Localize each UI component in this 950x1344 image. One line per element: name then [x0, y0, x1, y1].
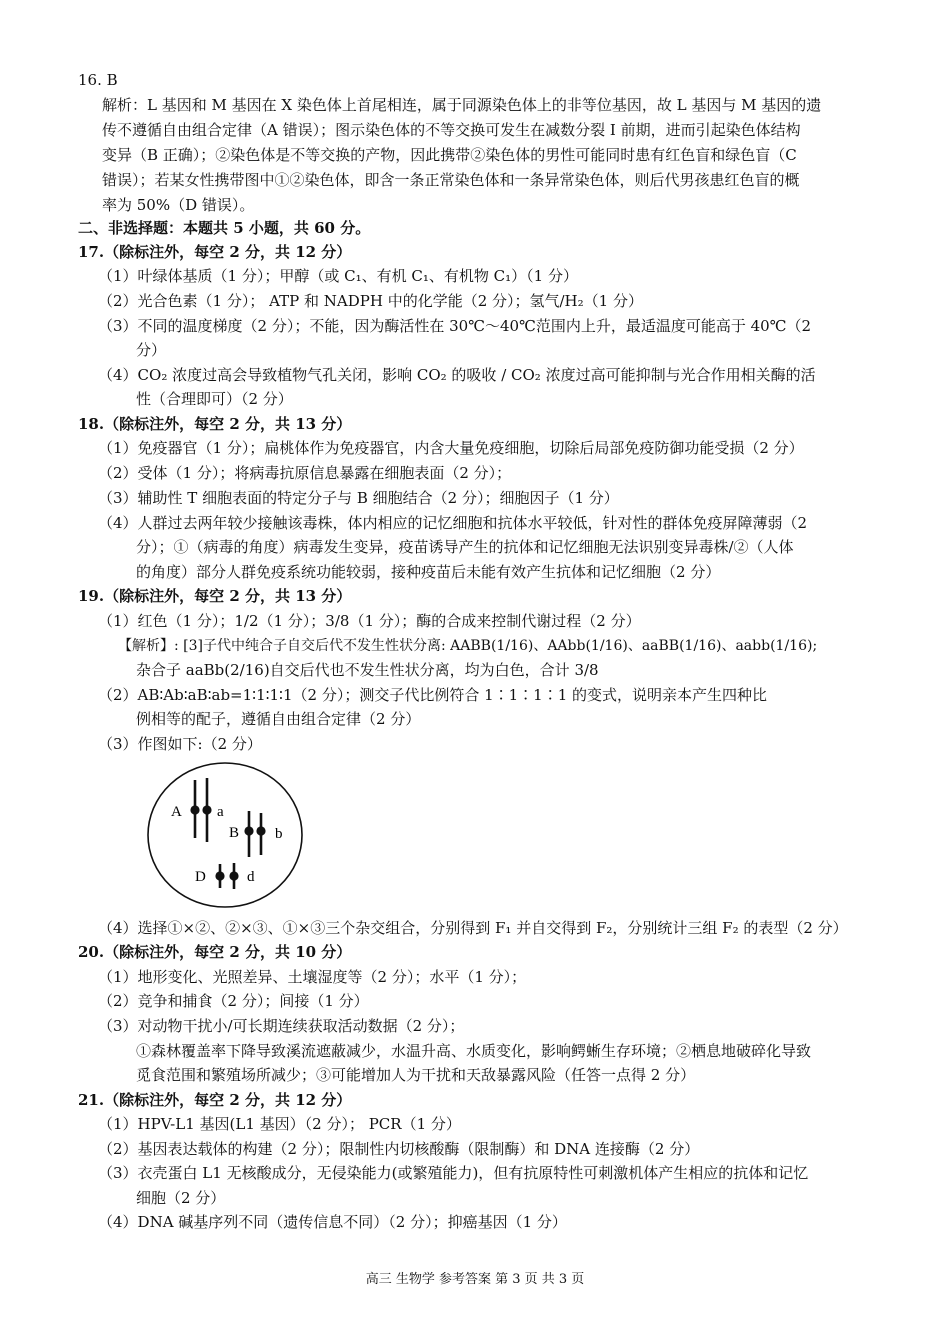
q18-answer-3: （3）辅助性 T 细胞表面的特定分子与 B 细胞结合（2 分）；细胞因子（1 分）	[98, 489, 619, 507]
gene-label-D: D	[195, 869, 206, 885]
q18-answer-2: （2）受体（1 分）；将病毒抗原信息暴露在细胞表面（2 分）；	[98, 464, 512, 482]
page-footer: 高三 生物学 参考答案 第 3 页 共 3 页	[365, 1272, 585, 1287]
q16-analysis-line: 变异（B 正确）；②染色体是不等交换的产物，因此携带②染色体的男性可能同时患有红色盲和绿色盲（C	[102, 146, 797, 164]
q20-answer-3: （3）对动物干扰小/可长期连续获取活动数据（2 分）；	[98, 1017, 465, 1035]
q17-answer-2: （2）光合色素（1 分）； ATP 和 NADPH 中的化学能（2 分）；氢气/H₂（1 分）	[98, 292, 643, 310]
q17-heading: 17.（除标注外，每空 2 分，共 12 分）	[78, 243, 352, 261]
q18-answer-4: （4）人群过去两年较少接触该毒株，体内相应的记忆细胞和抗体水平较低，针对性的群体免疫屏障薄弱（2	[98, 514, 808, 532]
gene-locus-b	[256, 826, 265, 835]
q16-answer: 16. B	[78, 71, 118, 89]
q17-answer-3: （3）不同的温度梯度（2 分）；不能，因为酶活性在 30℃～40℃范围内上升，最适温度可能高于 40℃（2	[98, 317, 812, 335]
q17-answer-3-cont: 分）	[136, 341, 167, 359]
gene-label-B: B	[229, 825, 240, 841]
q16-analysis-line: 传不遵循自由组合定律（A 错误）；图示染色体的不等交换可发生在减数分裂 I 前期，进而引起染色体结构	[102, 121, 801, 139]
q16-analysis-line: 率为 50%（D 错误）。	[102, 196, 255, 214]
q21-heading: 21.（除标注外，每空 2 分，共 12 分）	[78, 1091, 352, 1109]
q17-answer-4-cont: 性（合理即可）（2 分）	[136, 390, 293, 408]
gene-label-A: A	[171, 804, 182, 820]
q19-heading: 19.（除标注外，每空 2 分，共 13 分）	[78, 587, 352, 605]
q16-analysis-line: 错误）；若某女性携带图中①②染色体，即含一条正常染色体和一条异常染色体，则后代男孩患红色盲的概	[102, 171, 800, 189]
gene-locus-a	[202, 805, 211, 814]
q18-heading: 18.（除标注外，每空 2 分，共 13 分）	[78, 415, 352, 433]
q21-answer-3-cont: 细胞（2 分）	[136, 1189, 226, 1207]
q21-answer-4: （4）DNA 碱基序列不同（遗传信息不同）（2 分）；抑癌基因（1 分）	[98, 1213, 567, 1231]
q17-answer-4: （4）CO₂ 浓度过高会导致植物气孔关闭，影响 CO₂ 的吸收 / CO₂ 浓度过高可能抑制与光合作用相关酶的活	[98, 366, 816, 384]
q19-answer-1: （1）红色（1 分）；1/2（1 分）；3/8（1 分）；酶的合成来控制代谢过程（2 分）	[98, 612, 641, 630]
gene-locus-A	[190, 805, 199, 814]
q20-heading: 20.（除标注外，每空 2 分，共 10 分）	[78, 943, 352, 961]
q19-analysis-note: 【解析】: [3]子代中纯合子自交后代不发生性状分离: AABB(1/16)、AAbb(1/16)、aaBB(1/16)、aabb(1/16);	[118, 638, 818, 654]
q19-analysis-note-cont: 杂合子 aaBb(2/16)自交后代也不发生性状分离，均为白色，合计 3/8	[136, 661, 599, 679]
gene-locus-D	[215, 871, 224, 880]
q18-answer-4-cont: 的角度）部分人群免疫系统功能较弱，接种疫苗后未能有效产生抗体和记忆细胞（2 分）	[136, 563, 721, 581]
q16-analysis-line: 解析：L 基因和 M 基因在 X 染色体上首尾相连，属于同源染色体上的非等位基因，故 L 基因与 M 基因的遗	[102, 96, 822, 114]
q20-answer-3-detail: 觅食范围和繁殖场所减少；③可能增加人为干扰和天敌暴露风险（任答一点得 2 分）	[136, 1066, 696, 1084]
q21-answer-2: （2）基因表达载体的构建（2 分）；限制性内切核酸酶（限制酶）和 DNA 连接酶（2 分）	[98, 1140, 700, 1158]
q20-answer-3-detail: ①森林覆盖率下降导致溪流遮蔽减少，水温升高、水质变化，影响鳄蜥生存环境；②栖息地破碎化导致	[136, 1042, 812, 1060]
q20-answer-1: （1）地形变化、光照差异、土壤湿度等（2 分）；水平（1 分）；	[98, 968, 527, 986]
gene-locus-d	[229, 871, 238, 880]
q19-answer-3: （3）作图如下:（2 分）	[98, 735, 262, 753]
q19-answer-4: （4）选择①×②、②×③、①×③三个杂交组合，分别得到 F₁ 并自交得到 F₂，分别统计三组 F₂ 的表型（2 分）	[98, 919, 848, 937]
q18-answer-4-cont: 分）；①（病毒的角度）病毒发生变异，疫苗诱导产生的抗体和记忆细胞无法识别变异毒株/②（人体	[136, 538, 794, 556]
cell-diagram	[144, 760, 308, 912]
gene-label-d: d	[247, 869, 255, 885]
q18-answer-1: （1）免疫器官（1 分）；扁桃体作为免疫器官，内含大量免疫细胞，切除后局部免疫防御功能受损（2 分）	[98, 439, 804, 457]
q20-answer-2: （2）竞争和捕食（2 分）；间接（1 分）	[98, 992, 369, 1010]
q19-answer-2-cont: 例相等的配子，遵循自由组合定律（2 分）	[136, 710, 421, 728]
q19-answer-2: （2）AB∶Ab∶aB∶ab=1∶1∶1∶1（2 分）；测交子代比例符合 1∶1∶1∶1 的变式，说明亲本产生四种比	[98, 686, 768, 704]
q21-answer-1: （1）HPV-L1 基因(L1 基因）（2 分）； PCR（1 分）	[98, 1115, 461, 1133]
q17-answer-1: （1）叶绿体基质（1 分）；甲醇（或 C₁、有机 C₁、有机物 C₁）（1 分）	[98, 267, 578, 285]
gene-locus-B	[244, 826, 253, 835]
q21-answer-3: （3）衣壳蛋白 L1 无核酸成分，无侵染能力(或繁殖能力)，但有抗原特性可刺激机体产生相应的抗体和记忆	[98, 1164, 809, 1182]
gene-label-b: b	[275, 826, 283, 842]
section-heading: 二、非选择题：本题共 5 小题，共 60 分。	[78, 219, 371, 237]
gene-label-a: a	[217, 804, 224, 820]
